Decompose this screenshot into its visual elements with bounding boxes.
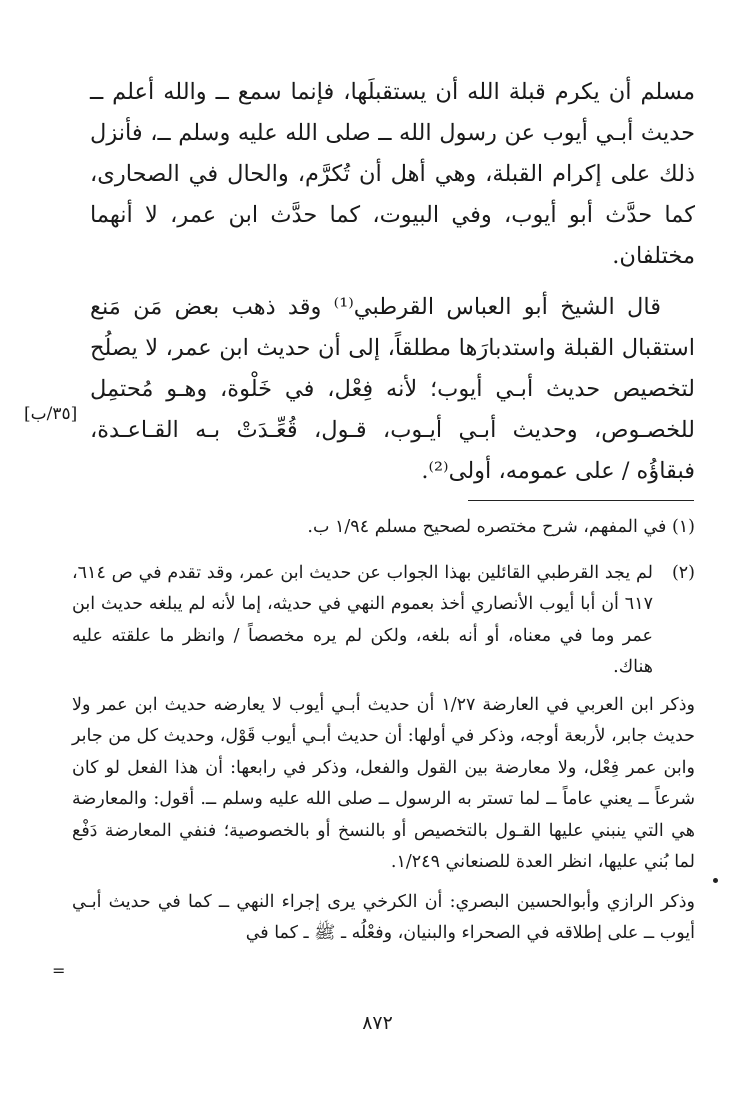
footnote-2-paragraph-2: وذكر ابن العربي في العارضة ١/٢٧ أن حديث أبـي أيوب لا يعارضه حديث ابن عمر ولا حديث جابر، لأربعة أوجه، وذكر في أولها: أن حديث أبـي أيوب قَوْل، وحديث كل من جابر وابن عمر فِعْل، ولا معارضة بين القول والفعل، وذكر في رابعها: أن هذا الفعل لو كان شرعاً ــ يعني عاماً ــ لما تستر به الرسول ــ صلى الله عليه وسلم ــ. أقول: والمعارضة هي التي ينبني عليها القـول بالتخصيص أو بالنسخ أو بالخصوصية؛ فنفي المعارضة دَفْع لما بُني عليها، انظر العدة للصنعاني ١/٢٤٩. [72,694,695,872]
footnote-separator [468,500,694,501]
page-number: ٨٧٢ [362,1012,393,1034]
footnote-2-number: (٢) [671,562,695,583]
continuation-mark: = [52,961,66,980]
folio-marker: [٣٥/ب] [24,404,78,424]
main-text [90,72,695,492]
footnote-1 [72,512,695,544]
main-paragraph-1: مسلم أن يكرم قبلة الله أن يستقبلَها، فإنما سمع ــ والله أعلم ــ حديث أبـي أيوب عن رسول الله ــ صلى الله عليه وسلم ــ، فأنزل ذلك على إكرام القبلة، وهي أهل أن تُكرَّم، والحال في الصحارى، كما حدَّث أبو أيوب، وفي البيوت، كما حدَّث ابن عمر، لا أنهما مختلفان. [90,79,695,269]
margin-dot [713,878,718,883]
footnotes [72,512,695,950]
footnote-1-number: (١) [671,517,695,537]
footnote-2 [72,558,695,684]
footnote-1-text: في المفهم، شرح مختصره لصحيح مسلم ١/٩٤ ب. [307,517,667,537]
footnote-2-text: لم يجد القرطبي القائلين بهذا الجواب عن حديث ابن عمر، وقد تقدم في ص ٦١٤، ٦١٧ أن أبا أيوب الأنصاري أخذ بعموم النهي في حديثه، إما لأنه لم يبلغه حديث ابن عمر وما في معناه، أو أنه بلغه، ولكن لم يره مخصصاً / وانظر ما علقته عليه هناك. [72,562,653,677]
main-paragraph-2: قال الشيخ أبو العباس القرطبي⁽¹⁾ وقد ذهب بعض مَن مَنع استقبال القبلة واستدبارَها مطلقاً، إلى أن حديث ابن عمر، لا يصلُح لتخصيص حديث أبـي أيوب؛ لأنه فِعْل، في خَلْوة، وهـو مُحتمِل للخصـوص، وحديث أبـي أيـوب، قـول، قُعِّـدَتْ بـه القـاعـدة، فبقاؤُه / على عمومه، أولى⁽²⁾. [90,294,695,484]
footnote-2-paragraph-3: وذكر الرازي وأبوالحسين البصري: أن الكرخي يرى إجراء النهي ــ كما في حديث أبـي أيوب ــ على إطلاقه في الصحراء والبنيان، وفعْلُه ـ ﷺ ـ كما في [72,891,695,943]
